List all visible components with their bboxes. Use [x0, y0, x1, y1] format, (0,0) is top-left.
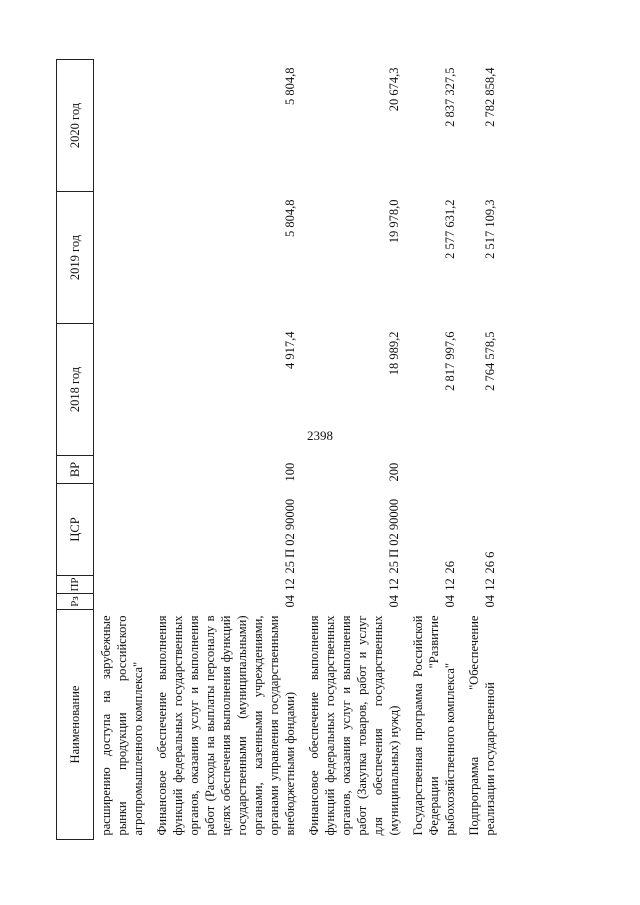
budget-table	[56, 59, 502, 840]
rotated-budget-table	[56, 60, 564, 840]
header-name: Наименование	[57, 610, 94, 840]
row-2019: 2 517 109,3	[483, 199, 497, 259]
table-row	[302, 60, 406, 840]
header-pr: ПР	[57, 576, 94, 594]
row-name: Подпрограмма "Обеспечение реализации государственной	[467, 615, 497, 836]
row-pr: 12	[283, 578, 297, 591]
row-2020: 20 674,3	[387, 67, 401, 112]
row-csr: 26	[443, 561, 457, 574]
row-2020: 2 837 327,5	[443, 67, 457, 127]
row-pr	[94, 576, 151, 594]
table-row	[406, 60, 462, 840]
row-rz: 04	[443, 595, 457, 608]
row-csr: 25 П 02 90000	[387, 498, 401, 574]
header-rz: Рз	[57, 594, 94, 610]
row-2020: 5 804,8	[283, 67, 297, 105]
header-vr: ВР	[57, 456, 94, 484]
row-rz: 04	[283, 595, 297, 608]
page-number: 2398	[307, 428, 333, 443]
table-header-row	[57, 60, 94, 840]
row-rz	[94, 594, 151, 610]
row-2018: 2 817 997,6	[443, 331, 457, 391]
table-row	[462, 60, 502, 840]
row-2019: 5 804,8	[283, 199, 297, 237]
row-2019: 19 978,0	[387, 199, 401, 244]
table-row	[94, 60, 151, 840]
header-2020: 2020 год	[57, 60, 94, 192]
row-vr: 100	[283, 462, 297, 482]
row-vr	[94, 456, 151, 484]
row-csr: 25 П 02 90000	[283, 498, 297, 574]
header-csr: ЦСР	[57, 484, 94, 576]
row-2018	[94, 324, 151, 456]
row-2018: 18 989,2	[387, 331, 401, 376]
row-name: Финансовое обеспечение выполнения функций федеральных государственных органов, оказания услуг и выполнения работ (Закупка товаров, работ и услуг для обеспечения государственных (муниципальных) нужд)	[307, 615, 401, 836]
row-pr: 12	[443, 578, 457, 591]
row-csr: 26 6	[483, 551, 497, 574]
row-name: Финансовое обеспечение выполнения функций федеральных государственных органов, оказания услуг и выполнения работ (Расходы на выплаты персоналу в целях обеспечения выполнения функций государственными (муниципальными) органами, казенными учреждениями, органами управления государственными внебюджетными фондами)	[155, 615, 297, 836]
row-name: расширению доступа на зарубежные рынки продукции российского агропромышленного комплекса"	[99, 615, 145, 836]
row-2019	[94, 192, 151, 324]
table-row	[150, 60, 302, 840]
row-rz: 04	[483, 595, 497, 608]
row-2020	[94, 60, 151, 192]
row-pr: 12	[387, 578, 401, 591]
header-2018: 2018 год	[57, 324, 94, 456]
row-2018: 4 917,4	[283, 331, 297, 369]
row-vr	[462, 456, 502, 484]
row-2018: 2 764 578,5	[483, 331, 497, 391]
row-2019: 2 577 631,2	[443, 199, 457, 259]
row-csr	[94, 484, 151, 576]
row-name: Государственная программа Российской Федерации "Развитие рыбохозяйственного комплекса"	[411, 615, 457, 836]
row-rz: 04	[387, 595, 401, 608]
header-2019: 2019 год	[57, 192, 94, 324]
row-vr: 200	[387, 462, 401, 482]
row-vr	[406, 456, 462, 484]
row-2020: 2 782 858,4	[483, 67, 497, 127]
row-pr: 12	[483, 578, 497, 591]
